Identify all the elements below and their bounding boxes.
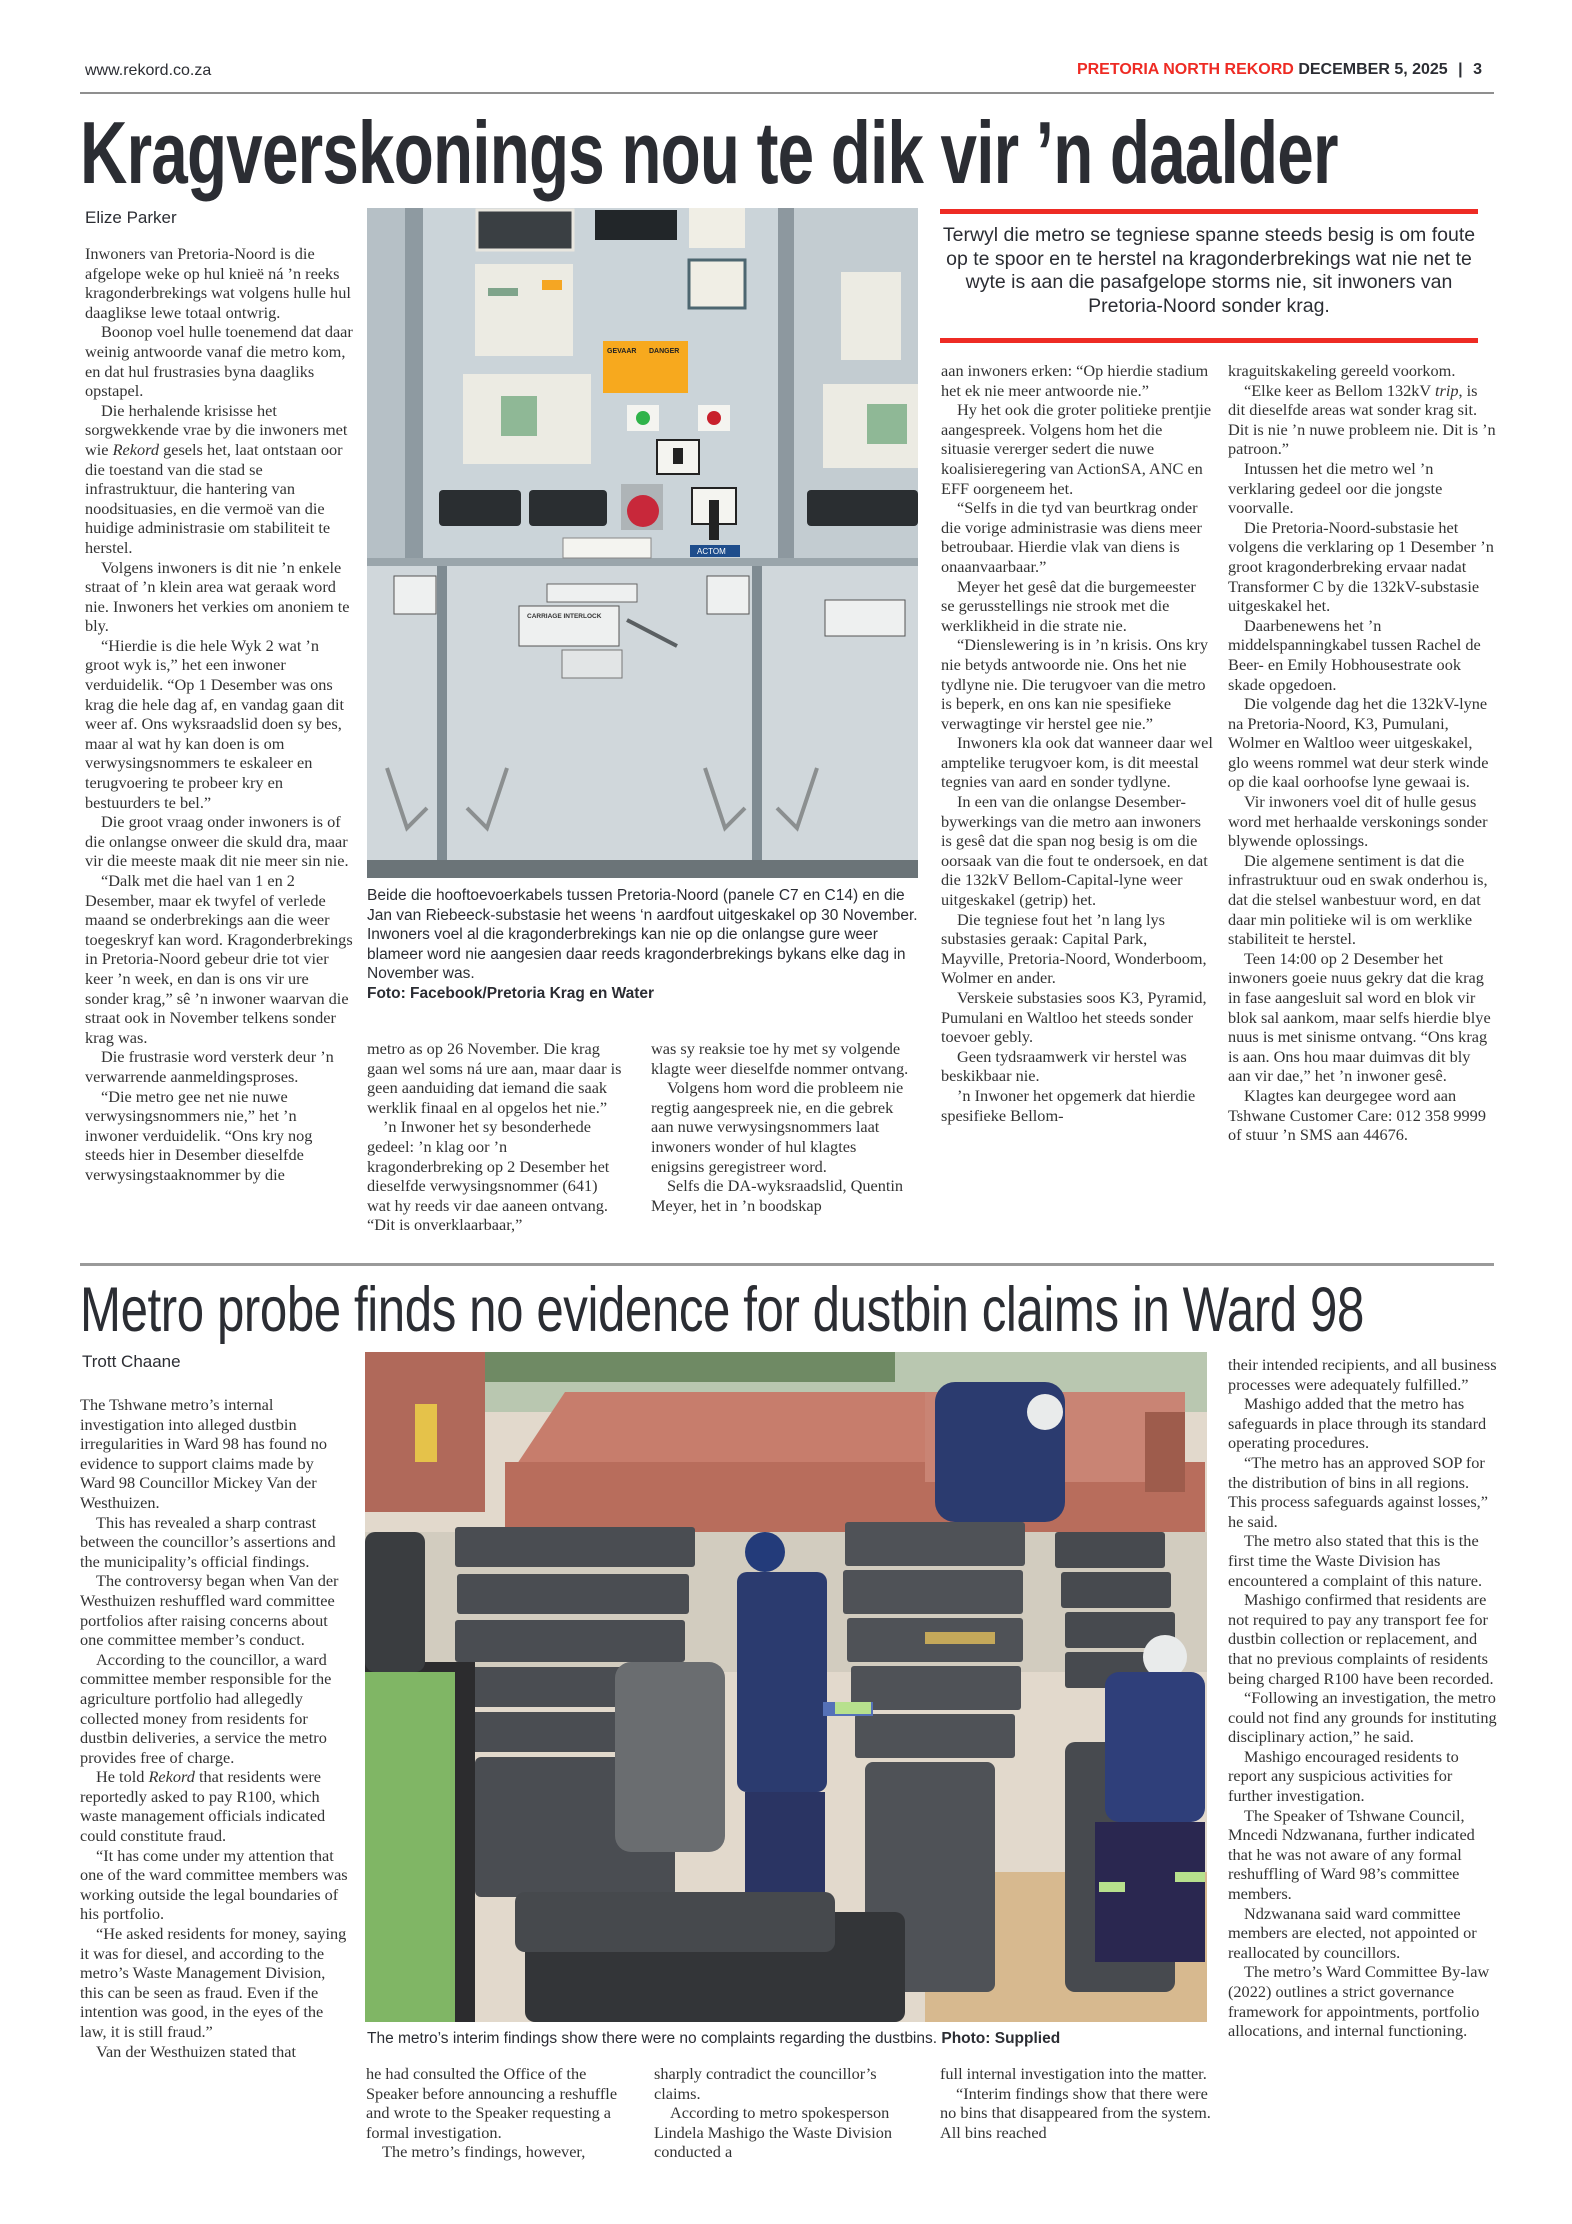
article2-column-5: [1228, 1355, 1498, 2041]
paragraph: Volgens inwoners is dit nie ’n enkele straat of ’n klein area wat geraak word nie. Inwoners het verkies om anoniem te bly.: [85, 557, 350, 636]
article2-column-2: [366, 2064, 636, 2162]
svg-text:ACTOM: ACTOM: [697, 547, 726, 556]
paragraph: Hy het ook die groter politieke prentjie aangespreek. Volgens hom het die situasie vererger sedert die nuwe koalisieregering van ActionSA, ANC en EFF oorgeneem het.: [941, 400, 1212, 498]
article1-headline: Kragverskonings nou te dik vir ’n daalder: [80, 104, 1338, 203]
svg-text:GEVAAR: GEVAAR: [607, 348, 637, 355]
paragraph: In een van die onlangse Desember-bywerkings van die metro aan inwoners is gesê dat die span nog besig is om die oorsaak van die fout te ondersoek, en dat die 132kV Bellom-Capital-lyne weer uitgeskakel (getrip) het.: [941, 792, 1208, 910]
paragraph: According to metro spokesperson Lindela Mashigo the Waste Division conducted a: [654, 2103, 893, 2162]
pull-quote-bottom-rule: [940, 338, 1478, 343]
article1-column-2: [367, 1039, 625, 1235]
article2-caption: [367, 2029, 1267, 2049]
article2-column-1: [80, 1395, 350, 2061]
article-divider-rule: [80, 1263, 1494, 1266]
paragraph: He told Rekord that residents were reportedly asked to pay R100, which waste management officials indicated could constitute fraud.: [80, 1767, 326, 1846]
paragraph: “It has come under my attention that one of the ward committee members was working outside the legal boundaries of his portfolio.: [80, 1845, 348, 1924]
paragraph: “Following an investigation, the metro could not find any grounds for instituting disciplinary action,” he said.: [1228, 1688, 1497, 1747]
paragraph: ’n Inwoner het sy besonderhede gedeel: ’n klag oor ’n kragonderbreking op 2 Desember het dieselfde verwysingsnommer (641) wat hy reeds vir dae aaneen ontvang. “Dit is onverklaarbaar,”: [367, 1117, 610, 1235]
paragraph: Mashigo added that the metro has safeguards in place through its standard operating procedures.: [1228, 1394, 1487, 1453]
worker-figure: [1095, 1635, 1205, 1962]
paragraph: Die frustrasie word versterk deur ’n verwarrende aanmeldingsproses.: [85, 1047, 334, 1086]
paragraph: full internal investigation into the matter.: [940, 2064, 1207, 2083]
paragraph: According to the councillor, a ward committee member responsible for the agriculture portfolio had allegedly collected money from residents for dustbin deliveries, a service the metro provides free of charge.: [80, 1649, 332, 1767]
paragraph: Meyer het gesê dat die burgemeester se gerusstellings nie strook met die werklikheid in die strate nie.: [941, 576, 1196, 635]
article1-column-1: [85, 244, 353, 1185]
pull-quote: Terwyl die metro se tegniese spanne steeds besig is om foute op te spoor en te herstel na kragonderbrekings wat nie net te wyte is aan die pasafgelope storms nie, sit inwoners van Pretoria-Noord sonder krag.: [942, 224, 1476, 317]
folio-line: [1077, 61, 1482, 79]
publication-name: Rekord: [112, 439, 160, 459]
paragraph: The controversy began when Van der Westhuizen reshuffled ward committee portfolios after raising concerns about one committee member’s conduct.: [80, 1571, 339, 1650]
paragraph: The metro’s findings, however,: [382, 2142, 586, 2162]
paragraph: Inwoners kla ook dat wanneer daar wel amptelike terugvoer kom, is dit meestal tegnies van aard en sonder tydlyne.: [941, 733, 1213, 792]
paragraph: aan inwoners erken: “Op hierdie stadium het ek nie meer antwoorde nie.”: [941, 361, 1209, 400]
paragraph: Die algemene sentiment is dat die infrastruktuur oud en swak onderhou is, dat die stelsel wanbestuur word, en dat daar min politieke wil is om werklike stabiliteit te herstel.: [1228, 850, 1488, 949]
paragraph: Die herhalende krisisse het sorgwekkende vrae by die inwoners met wie Rekord gesels het, laat ontstaan oor die toestand van die stad se infrastruktuur, die hantering van noodsituasies, en die vermoë van die huidige administrasie om stabiliteit te herstel.: [85, 400, 348, 557]
paragraph: metro as op 26 November. Die krag gaan wel soms ná ure aan, maar daar is geen aanduiding dat iemand die saak werklik finaal en al opgelos het nie.”: [367, 1039, 622, 1117]
paragraph: Verskeie substasies soos K3, Pyramid, Pumulani en Waltloo het steeds sonder toevoer gebly.: [941, 988, 1207, 1047]
paragraph: Vir inwoners voel dit of hulle gesus word met herhaalde verskonings sonder blywende oplossings.: [1228, 792, 1488, 851]
paragraph: Intussen het die metro wel ’n verklaring gedeel oor die jongste voorvalle.: [1228, 458, 1443, 518]
article2-column-4: [940, 2064, 1212, 2142]
italic-term: trip: [1434, 380, 1459, 400]
paragraph: Boonop voel hulle toenemend dat daar weinig antwoorde vanaf die metro kom, en dat hul frustrasies byna daagliks opstapel.: [85, 322, 353, 401]
paragraph: “Interim findings show that there were no bins that disappeared from the system. All bins reached: [940, 2083, 1211, 2142]
paragraph: The Tshwane metro’s internal investigation into alleged dustbin irregularities in Ward 98 has found no evidence to support claims made by Ward 98 Councillor Mickey Van der Westhuizen.: [80, 1395, 328, 1512]
paragraph: their intended recipients, and all business processes were adequately fulfilled.”: [1228, 1355, 1497, 1394]
photo-credit: Foto: Facebook/Pretoria Krag en Water: [367, 984, 655, 1002]
paragraph: Ndzwanana said ward committee members are elected, not appointed or reallocated by councillors.: [1228, 1903, 1477, 1962]
paragraph: Van der Westhuizen stated that: [96, 2041, 297, 2061]
article2-byline: Trott Chaane: [82, 1352, 181, 1371]
paragraph: Daarbenewens het ’n middelspanningkabel tussen Rachel de Beer- en Emily Hobhousestrate ook skade opgedoen.: [1228, 615, 1481, 694]
article1-photo: [367, 208, 918, 878]
pull-quote-top-rule: [940, 209, 1478, 214]
caption-text: The metro’s interim findings show there were no complaints regarding the dustbins.: [367, 2030, 938, 2047]
paragraph: “Selfs in die tyd van beurtkrag onder die vorige administrasie was diens meer betroubaar. Hierdie vlak van diens is onaanvaarbaar.”: [941, 498, 1202, 576]
article1-column-5: [1228, 361, 1496, 1145]
paragraph: Mashigo encouraged residents to report any suspicious activities for further investigation.: [1228, 1746, 1459, 1806]
issue-date: DECEMBER 5, 2025: [1298, 61, 1448, 78]
paragraph: Die volgende dag het die 132kV-lyne na Pretoria-Noord, K3, Pumulani, Wolmer en Waltloo weer uitgeskakel, glo weens rommel wat deur sterk winde op die kaal oorhoofse lyne gewaai is.: [1228, 694, 1489, 792]
paragraph: Selfs die DA-wyksraadslid, Quentin Meyer, het in ’n boodskap: [651, 1176, 904, 1215]
switchgear-photo-illustration: [367, 208, 918, 878]
paragraph: Die Pretoria-Noord-substasie het volgens die verklaring op 1 Desember ’n groot kragonderbreking ervaar nadat Transformer C by die 132kV-substasie uitgeskakel het.: [1228, 517, 1494, 616]
article2-headline: Metro probe finds no evidence for dustbin claims in Ward 98: [80, 1274, 1364, 1345]
publication-name: Rekord: [148, 1767, 195, 1787]
paragraph: Teen 14:00 op 2 Desember het inwoners goeie nuus gekry dat die krag in fase aangesluit sal word en blok vir blok sal aankom, maar selfs hierdie blye nuus is met sinisme ontvang. “Ons krag is aan. Ons hou maar duimvas dit bly aan vir dae,” het ’n inwoner gesê.: [1228, 948, 1491, 1086]
paragraph: “Elke keer as Bellom 132kV trip, is dit dieselfde areas wat sonder krag sit. Dit is nie ’n nuwe probleem nie. Dit is ’n patroon.”: [1228, 380, 1496, 459]
svg-text:DANGER: DANGER: [649, 348, 680, 355]
paper-name: PRETORIA NORTH REKORD: [1076, 61, 1294, 78]
caption-text: Beide die hooftoevoerkabels tussen Pretoria-Noord (panele C7 en C14) en die Jan van Riebeeck-substasie het weens ‘n aardfout uitgeskakel op 30 November. Inwoners voel al die kragonderbrekings kan nie op die onlangse gure weer blameer word nie aangesien daar reeds kragonderbrekings bykans elke dag in November was.: [367, 887, 918, 982]
paragraph: Inwoners van Pretoria-Noord is die afgelope weke op hul knieë ná ’n reeks kragonderbrekings wat volgens hulle hul daaglikse lewe totaal ontwrig.: [85, 244, 351, 322]
paragraph: sharply contradict the councillor’s claims.: [654, 2064, 877, 2103]
paragraph: Klagtes kan deurgegee word aan Tshwane Customer Care: 012 358 9999 of stuur ’n SMS aan 44676.: [1228, 1085, 1486, 1145]
paragraph: ’n Inwoner het opgemerk dat hierdie spesifieke Bellom-: [941, 1085, 1196, 1125]
site-url[interactable]: www.rekord.co.za: [85, 62, 212, 79]
header-rule: [80, 92, 1494, 94]
paragraph: “Dienslewering is in ’n krisis. Ons kry nie betyds antwoorde nie. Ons het nie tydlyne nie. Die terugvoer van die metro is beperk, en ons kan nie spesifieke verwagtinge vir herstel gee nie.”: [941, 635, 1208, 733]
article1-column-4: [941, 361, 1213, 1125]
paragraph: The Speaker of Tshwane Council, Mncedi Ndzwanana, further indicated that he was not aware of any formal reshuffling of Ward 98’s committee members.: [1228, 1805, 1475, 1904]
paragraph: Die groot vraag onder inwoners is of die onlangse onweer die skuld dra, maar vir die meeste maak dit nie meer sin nie.: [85, 812, 349, 871]
paragraph: kraguitskakeling gereeld voorkom.: [1228, 361, 1456, 380]
paragraph: “Dalk met die hael van 1 en 2 Desember, maar ek twyfel of verlede maand se onderbrekings aan die weer toegeskryf kan word. Kragonderbrekings in Pretoria-Noord gebeur drie tot vier keer ’n week, en dan is ons vir ure sonder krag,” sê ’n inwoner waarvan die straat ook in November telkens sonder krag was.: [85, 871, 353, 1047]
paragraph: he had consulted the Office of the Speaker before announcing a reshuffle and wrote to the Speaker requesting a formal investigation.: [366, 2064, 618, 2142]
worker-figure: [935, 1382, 1065, 1522]
paragraph: Volgens hom word die probleem nie regtig aangespreek nie, en die gebrek aan nuwe verwysingsnommers laat inwoners wonder of hul klagtes enigsins geregistreer word.: [651, 1078, 904, 1176]
paragraph: was sy reaksie toe hy met sy volgende klagte weer dieselfde nommer ontvang.: [651, 1039, 909, 1078]
paragraph: This has revealed a sharp contrast between the councillor’s assertions and the municipality’s official findings.: [80, 1512, 336, 1571]
article1-byline: Elize Parker: [85, 208, 177, 227]
paragraph: “The metro has an approved SOP for the distribution of bins in all regions. This process safeguards against losses,” he said.: [1228, 1452, 1488, 1531]
article2-column-3: [654, 2064, 924, 2162]
article1-column-3: [651, 1039, 913, 1215]
photo-credit: Photo: Supplied: [941, 2030, 1061, 2047]
paragraph: The metro’s Ward Committee By-law (2022) outlines a strict governance framework for appointments, portfolio allocations, and internal functioning.: [1228, 1962, 1490, 2041]
article1-caption: [367, 886, 922, 1003]
paragraph: “He asked residents for money, saying it was for diesel, and according to the metro’s Waste Management Division, this can be seen as fraud. Even if the intention was good, in the eyes of the law, it is still fraud.”: [80, 1924, 347, 2041]
svg-text:CARRIAGE INTERLOCK: CARRIAGE INTERLOCK: [527, 613, 602, 620]
paragraph: Mashigo confirmed that residents are not required to pay any transport fee for dustbin collection or replacement, and that no previous complaints of residents being charged R100 have been recorded.: [1228, 1590, 1494, 1688]
paragraph: “Die metro gee net nie nuwe verwysingsnommers nie,” het ’n inwoner verduidelik. “Ons kry nog steeds hier in Desember dieselfde verwysingstaaknommer by die: [85, 1086, 313, 1184]
article2-photo: [365, 1352, 1207, 2022]
paragraph: The metro also stated that this is the first time the Waste Division has encountered a complaint of this nature.: [1228, 1531, 1483, 1590]
page-number: 3: [1473, 61, 1482, 78]
paragraph: “Hierdie is die hele Wyk 2 wat ’n groot wyk is,” het een inwoner verduidelik. “Op 1 Desember was ons krag die hele dag af, en vandag gaan dit weer af. Ons wyksraadslid doen sy bes, maar al wat hy kan doen is om verwysingsnommers te eskaleer en terugvoering te probeer kry en bestuurders te bel.”: [85, 635, 345, 812]
paragraph: Geen tydsraamwerk vir herstel was beskikbaar nie.: [941, 1046, 1187, 1086]
folio-separator: |: [1458, 61, 1463, 78]
paragraph: Die tegniese fout het ’n lang lys substasies geraak: Capital Park, Mayville, Pretoria-Noord, Wonderboom, Wolmer en ander.: [941, 909, 1207, 988]
dustbins-photo-illustration: [365, 1352, 1207, 2022]
